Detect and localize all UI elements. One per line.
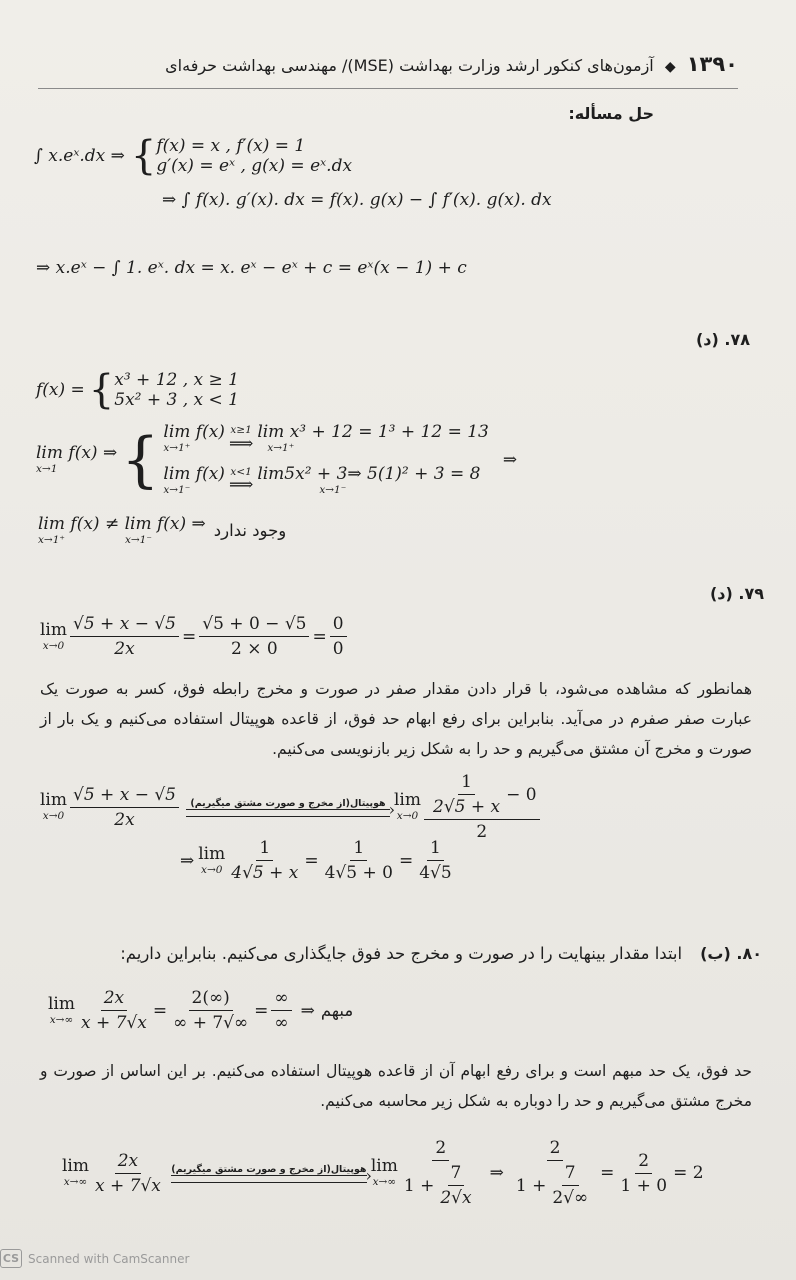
solution-label: حل مسأله: bbox=[568, 104, 654, 123]
q80-eq1-den: x + 7√x bbox=[81, 1013, 147, 1033]
q80-eq2-lim2-sub: x→∞ bbox=[372, 1176, 397, 1189]
q78-limit-block bbox=[36, 424, 517, 495]
camscanner-watermark bbox=[0, 1249, 189, 1268]
q78-right-arrow bbox=[229, 425, 253, 453]
q80-mobham: مبهم bbox=[320, 1001, 354, 1020]
q80-eq2-lim-sub: x→∞ bbox=[63, 1176, 88, 1189]
q78-lim-main bbox=[36, 442, 118, 475]
q80-eq1: lim x→∞ $\frac{2x}{x + 7√x}$ = $\frac{2(\infty)}{\infty + 7√\infty}$ = $\frac{\infty}{\infty}$ ⇒ مبهم bbox=[48, 988, 354, 1033]
q78-case1: x³ + 12 , x ≥ 1 bbox=[114, 370, 240, 390]
page-number: ۱۳۹۰ bbox=[686, 52, 738, 76]
q78-big-brace: { bbox=[121, 424, 160, 495]
q78-right-lim-sub: x→1⁺ bbox=[163, 442, 191, 454]
q78-conclusion bbox=[38, 516, 286, 546]
q80-hopital-arrow-label: (از مخرج و صورت مشتق میگیریم)هوپیتال bbox=[171, 1163, 367, 1175]
q80-eq1-lim: lim x→∞ bbox=[48, 993, 75, 1026]
page-header bbox=[38, 52, 738, 89]
q80-hopital-arrow bbox=[171, 1164, 367, 1183]
q79-eq1-res-num: 0 bbox=[330, 614, 347, 637]
q79-eq2-frac2 bbox=[424, 772, 540, 842]
q80-eq1-frac3 bbox=[271, 988, 291, 1033]
q80-paragraph: حد فوق، یک حد مبهم است و برای رفع ابهام آن از قاعده هوپیتال استفاده می‌کنیم. بر این اساس از صورت و مخرج مشتق می‌گیریم و حد را دوباره به شکل زیر محاسبه می‌کنیم. bbox=[40, 1062, 752, 1111]
camscanner-logo-icon: CS bbox=[0, 1249, 22, 1268]
q77-line3: ⇒ x.eˣ − ∫ 1. eˣ. dx = x. eˣ − eˣ + c = eˣ(x − 1) + c bbox=[36, 258, 467, 278]
q80-eq1-den2: ∞ + 7√∞ bbox=[173, 1013, 249, 1033]
q79-eq1-res-den: 0 bbox=[332, 639, 344, 659]
q77-brace: { bbox=[130, 133, 157, 179]
q78-cases bbox=[114, 370, 239, 410]
q79-eq1-num2: √5 + 0 − √5 bbox=[199, 614, 309, 637]
q79-eq1-lim: lim x→0 bbox=[40, 619, 67, 652]
q78-right-rest-text: lim x³ + 12 = 1³ + 12 = 13 bbox=[257, 422, 489, 442]
q78-left-rest-sub: x→1⁻ bbox=[319, 483, 347, 496]
q80-eq2-frac3 bbox=[513, 1138, 597, 1208]
q79-eq2-lim2: lim x→0 bbox=[394, 790, 421, 823]
q79-hopital-arrow-label: (از مخرج و صورت مشتق میگیریم)هوپیتال bbox=[190, 797, 386, 809]
q78-left-arrow-glyph: ⟹ bbox=[228, 475, 254, 495]
q78-left-lim-sub: x→1⁻ bbox=[163, 483, 191, 496]
q78-right-arrow-label: x≥1 bbox=[230, 424, 252, 436]
q80-eq1-res-num: ∞ bbox=[271, 988, 291, 1011]
q78-right-rest bbox=[257, 424, 489, 454]
q79-eq2-inner-num: 1 bbox=[458, 772, 475, 795]
q80-eq2-den: x + 7√x bbox=[95, 1175, 161, 1196]
q78-right-rest-sub: x→1⁺ bbox=[267, 442, 295, 454]
q80-result: = 2 bbox=[673, 1163, 704, 1183]
q78-left-lim-text: lim f(x) bbox=[163, 463, 225, 484]
q78-right-branch bbox=[163, 424, 488, 454]
q79-eq1-den2: 2 × 0 bbox=[231, 639, 278, 659]
q78-branches bbox=[163, 424, 488, 495]
q80-eq1-lim-sub: x→∞ bbox=[49, 1013, 74, 1026]
q80-label: ۸۰. (ب) bbox=[700, 944, 762, 963]
q79-eq2-den: 2x bbox=[114, 809, 135, 830]
header-title: آزمون‌های کنکور ارشد وزارت بهداشت (MSE)/ مهندسی بهداشت حرفه‌ای bbox=[165, 56, 654, 75]
q79-eq2-compound-num bbox=[424, 772, 540, 820]
q80-eq1-frac2 bbox=[170, 988, 251, 1033]
q79-eq3-a-num: 1 bbox=[256, 838, 273, 861]
q80-eq2-lim: lim x→∞ bbox=[62, 1156, 89, 1189]
q79-eq3-frac2 bbox=[322, 838, 396, 883]
q78-left-lim bbox=[163, 463, 225, 496]
q80-eq2: lim x→∞ $\frac{2x}{x + 7√x}$ (از مخرج و صورت مشتق میگیریم)هوپیتال › lim x→∞ 2 1 + $\frac{7}{2√x}$ ⇒ 2 1 + $\frac{7}{2√\infty}$ = $\frac{2}{1 + 0}$ = 2 bbox=[62, 1138, 704, 1208]
q79-hopital-arrow-line bbox=[186, 809, 390, 817]
bullet-icon: ◆ bbox=[664, 59, 676, 75]
q80-eq2-f2-inner-den: 2√∞ bbox=[552, 1188, 589, 1208]
q80-eq2-frac1 bbox=[92, 1151, 164, 1196]
q78-lim-main-text: lim f(x) ⇒ bbox=[36, 442, 118, 463]
q79-eq1-frac1 bbox=[70, 614, 179, 659]
q79-eq1-den: 2x bbox=[114, 639, 135, 659]
q78-conclusion-sub1: x→1⁺ bbox=[38, 534, 65, 546]
q78-lim-main-sub: x→1 bbox=[36, 462, 58, 475]
q78-right-lim-text: lim f(x) bbox=[163, 422, 225, 442]
q79-eq2 bbox=[40, 772, 543, 842]
q77-case1: f(x) = x , f′(x) = 1 bbox=[156, 136, 306, 156]
q78-fx: f(x) = bbox=[36, 380, 85, 400]
q78-case2: 5x² + 3 , x < 1 bbox=[114, 390, 240, 410]
q80-eq1-num: 2x bbox=[101, 988, 127, 1011]
q78-label: ۷۸. (د) bbox=[695, 330, 750, 349]
q78-brace: { bbox=[88, 367, 115, 413]
q79-eq3-frac3 bbox=[416, 838, 454, 883]
q79-paragraph: همانطور که مشاهده می‌شود، با قرار دادن مقدار صفر در صورت و مخرج رابطه فوق، کسر به صورت یک عبارت صفر صفرم در می‌آید. بنابراین برای رفع ابهام حد فوق، از قاعده هوپیتال استفاده می‌کنیم و یک بار از صورت و مخرج آن مشتق می‌گیریم و حد را به شکل زیر بازنویسی می‌کنیم. bbox=[40, 680, 752, 759]
q80-eq2-f1-num: 2 bbox=[432, 1138, 449, 1161]
q80-eq2-f3-num: 2 bbox=[635, 1151, 652, 1174]
q80-eq2-f2-inner bbox=[549, 1163, 591, 1208]
q79-eq3-b-den: 4√5 + 0 bbox=[324, 863, 393, 883]
q78-left-arrow-label: x<1 bbox=[230, 465, 252, 478]
camscanner-text: Scanned with CamScanner bbox=[28, 1251, 190, 1266]
q79-eq2-lim-sub: x→0 bbox=[42, 810, 65, 823]
q78-conclusion-math-text: lim f(x) ≠ lim f(x) ⇒ bbox=[38, 514, 206, 534]
q80-eq2-frac2 bbox=[401, 1138, 481, 1208]
q78-piecewise bbox=[36, 367, 240, 413]
q79-eq1-num: √5 + x − √5 bbox=[70, 614, 179, 637]
q80-eq1-num2: 2(∞) bbox=[189, 988, 233, 1011]
q77-case2: g′(x) = eˣ , g(x) = eˣ.dx bbox=[156, 156, 353, 176]
q79-eq1-frac2 bbox=[199, 614, 309, 659]
q80-eq1-res-den: ∞ bbox=[274, 1013, 289, 1033]
q77-line2: ⇒ ∫ f(x). g′(x). dx = f(x). g(x) − ∫ f′(x). g(x). dx bbox=[162, 190, 552, 210]
q79-eq2-num: √5 + x − √5 bbox=[70, 785, 179, 808]
q79-eq3-c-num: 1 bbox=[427, 838, 444, 861]
q80-hopital-arrow-line bbox=[171, 1175, 367, 1183]
q79-eq3-lim-sub: x→0 bbox=[201, 863, 223, 876]
q80-eq2-f1-inner-num: 7 bbox=[448, 1163, 465, 1186]
q78-conclusion-text: وجود ندارد bbox=[213, 521, 287, 541]
q80-intro: ابتدا مقدار بینهایت را در صورت و مخرج حد فوق جایگذاری می‌کنیم. بنابراین داریم: bbox=[120, 944, 683, 963]
q80-eq2-f1-inner-den: 2√x bbox=[440, 1188, 472, 1208]
q79-eq1-frac3 bbox=[330, 614, 347, 659]
q80-eq2-f1-den: 1 + $\frac{7}{2√x}$ bbox=[401, 1161, 481, 1208]
q78-left-branch bbox=[163, 463, 488, 496]
q78-left-arrow bbox=[229, 467, 253, 495]
q80-eq2-f2-den: 1 + $\frac{7}{2√\infty}$ bbox=[513, 1161, 597, 1208]
q80-eq2-f3-den: 1 + 0 bbox=[620, 1175, 668, 1196]
q80-header bbox=[120, 944, 762, 963]
q80-eq2-f2-inner-num: 7 bbox=[562, 1163, 579, 1186]
q77-cases bbox=[156, 136, 352, 176]
q79-eq2-inner-frac bbox=[430, 772, 503, 817]
q79-eq1: lim x→0 $\frac{√5 + x - √5}{2x}$ = $\frac{√5 + 0 - √5}{2 \times 0}$ = $\frac{0}{0}$ bbox=[40, 614, 350, 659]
q80-eq2-num: 2x bbox=[115, 1151, 141, 1174]
q80-eq2-f1-inner bbox=[437, 1163, 474, 1208]
q79-label: ۷۹. (د) bbox=[709, 584, 764, 603]
q78-right-lim bbox=[163, 424, 225, 454]
q78-left-rest-text: lim5x² + 3⇒ 5(1)² + 3 = 8 bbox=[257, 463, 481, 484]
q79-eq3-a-den: 4√5 + x bbox=[231, 863, 299, 883]
q78-conclusion-sub2: x→1⁻ bbox=[124, 534, 152, 546]
q79-eq3-c-den: 4√5 bbox=[419, 863, 452, 883]
q77-line1 bbox=[34, 133, 353, 179]
q78-left-rest bbox=[257, 463, 481, 496]
q79-eq2-lim2-sub: x→0 bbox=[396, 810, 419, 823]
q79-eq2-lim: lim x→0 bbox=[40, 790, 67, 823]
q79-hopital-arrow bbox=[186, 798, 390, 817]
q79-eq3-frac1 bbox=[228, 838, 301, 883]
q78-conclusion-math bbox=[38, 516, 206, 546]
q79-eq2-inner-den: 2√5 + x bbox=[433, 797, 501, 817]
q80-eq2-frac4 bbox=[617, 1151, 670, 1196]
q79-eq3: ⇒ lim x→0 $\frac{1}{4√5 + x}$ = $\frac{1}{4√5 + 0}$ = $\frac{1}{4√5}$ bbox=[180, 838, 458, 883]
q79-eq2-rhs-den: 2 bbox=[476, 822, 488, 842]
q78-conclusion-subs bbox=[38, 535, 206, 546]
q80-eq2-f2-num: 2 bbox=[547, 1138, 564, 1161]
q79-eq2-minus: − 0 bbox=[506, 784, 537, 805]
q80-eq2-lim2: lim x→∞ bbox=[370, 1156, 398, 1189]
q79-eq3-lim: lim x→0 bbox=[198, 843, 226, 876]
q78-right-arrow-glyph: ⟹ bbox=[228, 433, 254, 454]
q79-eq2-frac1 bbox=[70, 785, 179, 830]
q77-integral-expr: ∫ x.eˣ.dx ⇒ bbox=[34, 146, 125, 166]
q80-eq1-frac1 bbox=[78, 988, 150, 1033]
q79-eq3-b-num: 1 bbox=[350, 838, 367, 861]
q78-end-arrow: ⇒ bbox=[502, 449, 518, 470]
q79-eq1-lim-sub: x→0 bbox=[42, 639, 65, 652]
